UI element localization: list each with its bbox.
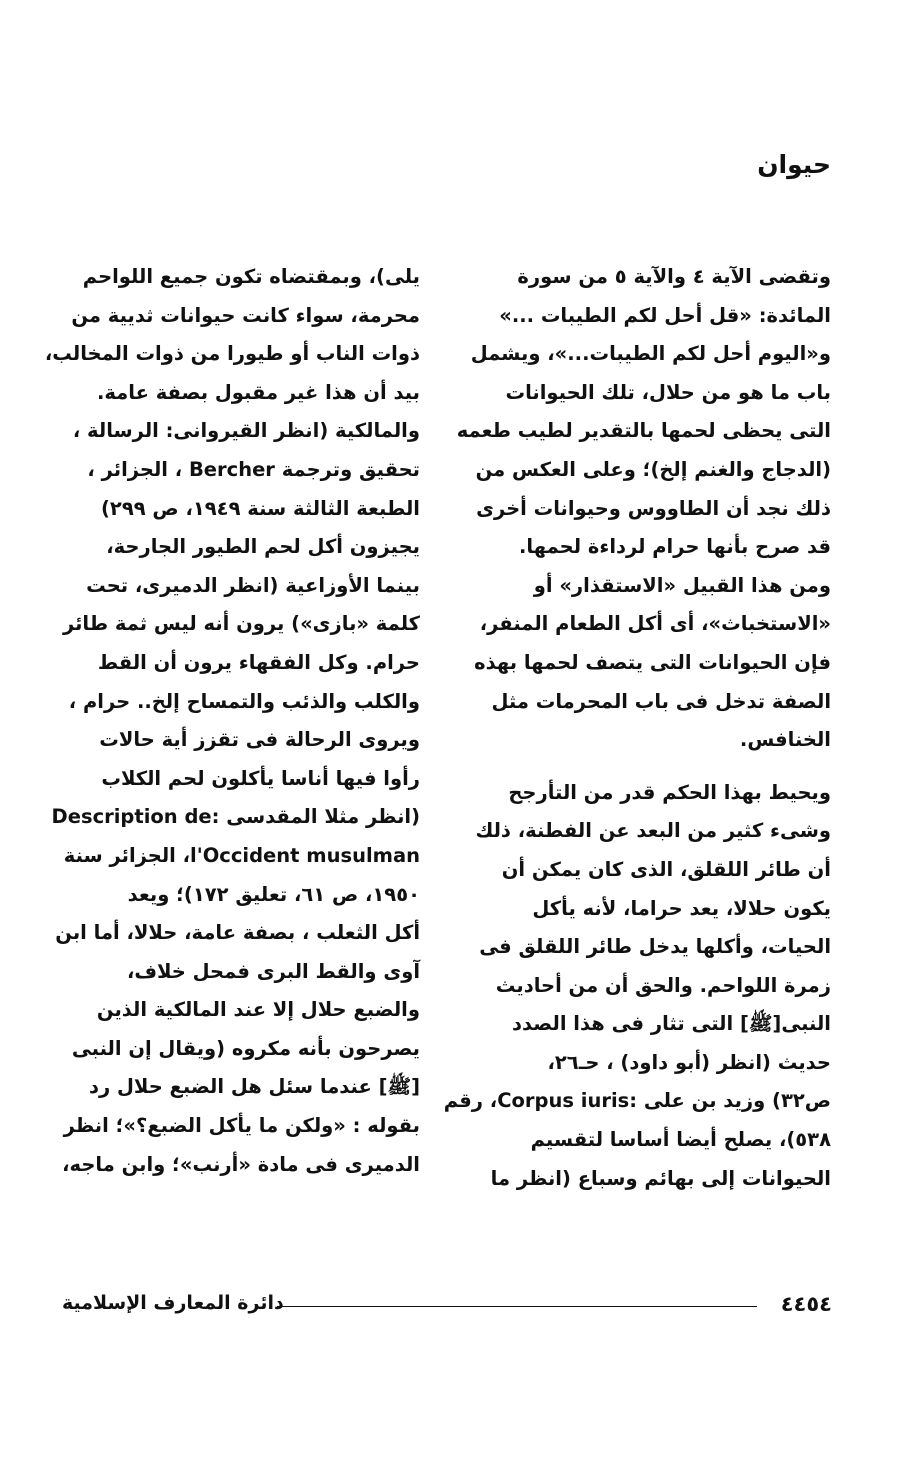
text-line: وتقضى الآية ٤ والآية ٥ من سورة	[517, 265, 831, 288]
text-line: الصفة تدخل فى باب المحرمات مثل	[491, 689, 831, 713]
text-line: l'Occident musulman، الجزائر سنة	[63, 843, 420, 867]
text-line: حرام. وكل الفقهاء يرون أن القط	[97, 650, 420, 674]
text-line: باب ما هو من حلال، تلك الحيوانات	[505, 380, 831, 404]
text-line: [ﷺ] عندما سئل هل الضبع حلال رد	[88, 1075, 420, 1099]
text-line: الحيوانات إلى بهائم وسباع (انظر ما	[490, 1166, 831, 1190]
text-line: يصرحون بأنه مكروه (ويقال إن النبى	[71, 1036, 420, 1060]
text-line: الطبعة الثالثة سنة ١٩٤٩، ص ٢٩٩)	[101, 496, 420, 520]
text-line: فإن الحيوانات التى يتصف لحمها بهذه	[474, 650, 831, 674]
text-line: المائدة: «قل أحل لكم الطيبات ...»	[499, 303, 831, 327]
text-line: يلى)، وبمقتضاه تكون جميع اللواحم	[82, 265, 420, 288]
text-line: يكون حلالا، يعد حراما، لأنه يأكل	[532, 896, 831, 920]
footer-title: دائرة المعارف الإسلامية	[62, 1292, 284, 1314]
text-line: زمرة اللواحم. والحق أن من أحاديث	[495, 973, 831, 997]
text-line: ومن هذا القبيل «الاستقذار» أو	[533, 573, 831, 597]
text-line: بقوله : «ولكن ما يأكل الضبع؟»؛ انظر	[63, 1114, 420, 1138]
text-line: بيد أن هذا غير مقبول بصفة عامة.	[96, 380, 420, 404]
text-line: ذوات الناب أو طيورا من ذوات المخالب،	[44, 342, 420, 366]
page-number: ٤٤٥٤	[780, 1292, 832, 1316]
text-line: تحقيق وترجمة Bercher ، الجزائر ،	[87, 457, 420, 481]
text-line: قد صرح بأنها حرام لرداءة لحمها.	[519, 535, 831, 559]
text-line: الدميرى فى مادة «أرنب»؛ وابن ماجه،	[62, 1152, 420, 1176]
paragraph-3	[44, 258, 420, 1184]
page-footer	[62, 1292, 832, 1322]
text-line: والمالكية (انظر القيروانى: الرسالة ،	[72, 419, 420, 443]
right-column	[443, 258, 831, 1198]
page-header-title: حيوان	[757, 150, 831, 179]
text-line: ١٩٥٠، ص ٦١، تعليق ١٧٢)؛ ويعد	[127, 882, 420, 906]
text-line: محرمة، سواء كانت حيوانات ثديية من	[71, 303, 420, 327]
text-line: (انظر مثلا المقدسى :Description de	[51, 805, 420, 829]
text-line: ٥٣٨)، يصلح أيضا أساسا لتقسيم	[530, 1128, 831, 1152]
text-line: رأوا فيها أناسا يأكلون لحم الكلاب	[101, 766, 420, 790]
text-line: ويروى الرحالة فى تقزز أية حالات	[99, 728, 420, 752]
paragraph-1	[456, 258, 831, 760]
footer-divider	[277, 1306, 757, 1307]
text-line: كلمة «بازى») يرون أنه ليس ثمة طائر	[62, 612, 420, 636]
text-line: ذلك نجد أن الطاووس وحيوانات أخرى	[476, 496, 831, 520]
text-line: وشىء كثير من البعد عن الفطنة، ذلك	[475, 819, 831, 843]
text-line: و«اليوم أحل لكم الطيبات...»، ويشمل	[470, 342, 831, 366]
text-line: والضبع حلال إلا عند المالكية الذين	[96, 998, 420, 1022]
text-line: ص٣٢) وزيد بن على :Corpus iuris، رقم	[443, 1089, 831, 1113]
text-line: ويحيط بهذا الحكم قدر من التأرجح	[508, 780, 831, 804]
text-line: أكل الثعلب ، بصفة عامة، حلالا، أما ابن	[55, 921, 420, 945]
text-line: آوى والقط البرى فمحل خلاف،	[126, 959, 420, 983]
text-line: يجيزون أكل لحم الطيور الجارحة،	[106, 535, 420, 559]
paragraph-2	[443, 774, 831, 1199]
text-line: التى يحظى لحمها بالتقدير لطيب طعمه	[456, 419, 831, 443]
text-line: النبى[ﷺ] التى تثار فى هذا الصدد	[512, 1012, 831, 1036]
left-column	[44, 258, 420, 1184]
text-line: «الاستخباث»، أى أكل الطعام المنفر،	[479, 612, 831, 636]
text-line: الحيات، وأكلها يدخل طائر اللقلق فى	[479, 935, 831, 959]
text-line: أن طائر اللقلق، الذى كان يمكن أن	[501, 857, 831, 881]
text-line: والكلب والذئب والتمساح إلخ.. حرام ،	[68, 689, 420, 713]
text-line: الخنافس.	[739, 728, 831, 752]
text-line: (الدجاج والغنم إلخ)؛ وعلى العكس من	[475, 457, 831, 481]
text-line: حديث (انظر (أبو داود) ، حـ٢٦،	[547, 1050, 831, 1074]
text-line: بينما الأوزاعية (انظر الدميرى، تحت	[86, 573, 420, 597]
